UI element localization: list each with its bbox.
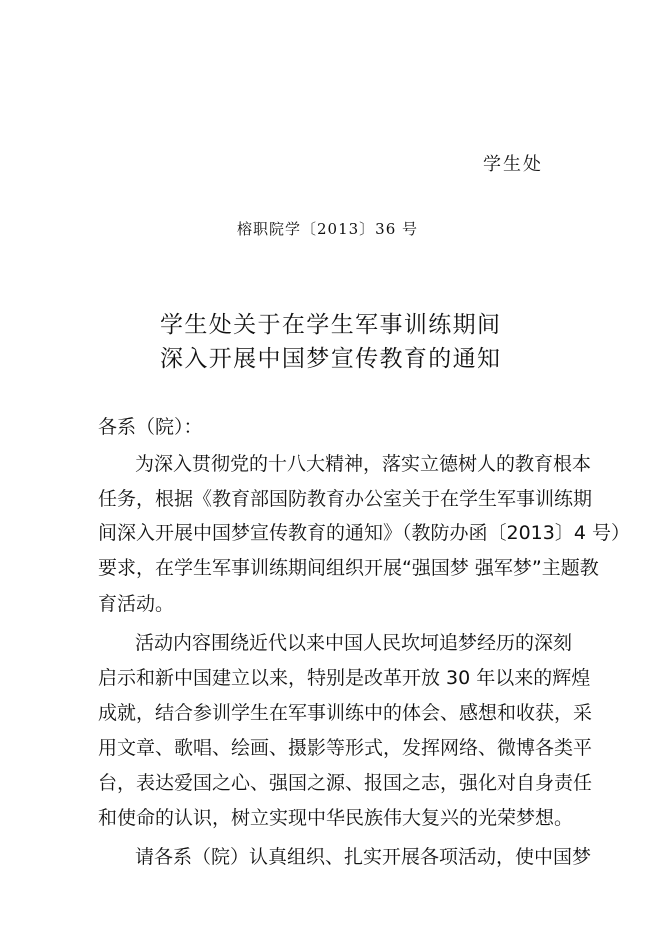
body-line: 台，表达爱国之心、强国之源、报国之志，强化对自身责任 xyxy=(98,772,593,794)
document-title-line-2: 深入开展中国梦宣传教育的通知 xyxy=(160,346,500,372)
issuing-department: 学生处 xyxy=(483,154,543,175)
body-line: 育活动。 xyxy=(98,593,175,615)
document-title-line-1: 学生处关于在学生军事训练期间 xyxy=(160,312,500,338)
salutation: 各系（院）： xyxy=(98,416,203,438)
body-line: 启示和新中国建立以来，特别是改革开放 30 年以来的辉煌 xyxy=(98,667,591,689)
body-line: 任务，根据《教育部国防教育办公室关于在学生军事训练期 xyxy=(98,488,593,510)
body-line: 和使命的认识，树立实现中华民族伟大复兴的光荣梦想。 xyxy=(98,807,574,829)
body-line: 用文章、歌唱、绘画、摄影等形式，发挥网络、微博各类平 xyxy=(98,737,593,759)
body-line: 要求，在学生军事训练期间组织开展“强国梦 强军梦”主题教 xyxy=(98,557,599,579)
body-line: 活动内容围绕近代以来中国人民坎坷追梦经历的深刻 xyxy=(135,632,573,654)
document-number: 榕职院学〔2013〕36 号 xyxy=(237,220,419,238)
body-line: 间深入开展中国梦宣传教育的通知》（教防办函〔2013〕4 号） xyxy=(98,522,630,544)
body-line: 成就，结合参训学生在军事训练中的体会、感想和收获，采 xyxy=(98,702,593,724)
body-line: 请各系（院）认真组织、扎实开展各项活动，使中国梦 xyxy=(135,846,592,868)
body-line: 为深入贯彻党的十八大精神，落实立德树人的教育根本 xyxy=(135,453,592,475)
